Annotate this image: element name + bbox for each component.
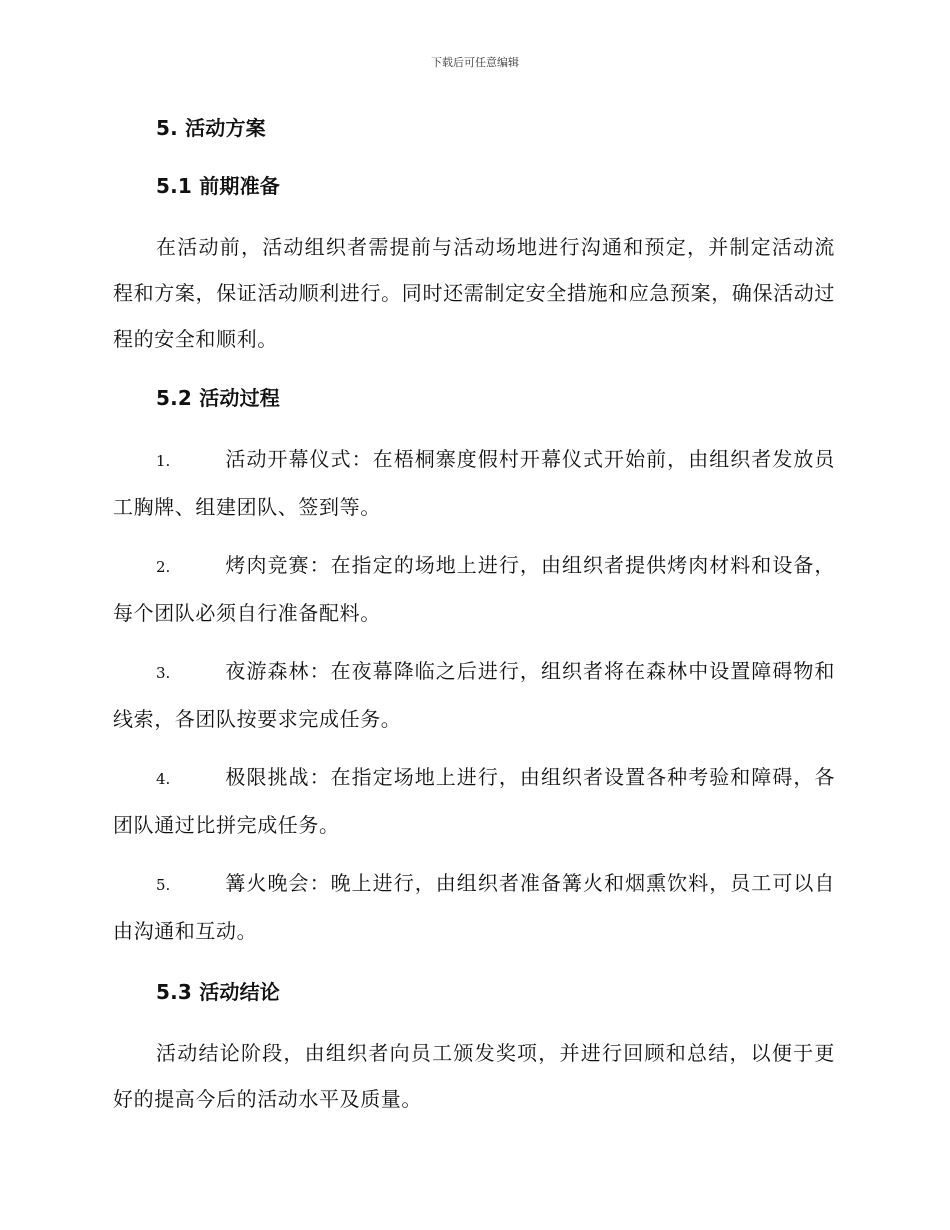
list-item <box>113 542 835 636</box>
list-item-text: 篝火晚会：晚上进行，由组织者准备篝火和烟熏饮料，员工可以自由沟通和互动。 <box>113 871 835 943</box>
subsection-title-prep: 5.1 前期准备 <box>156 174 280 198</box>
list-item <box>113 860 835 954</box>
paragraph-conclusion: 活动结论阶段，由组织者向员工颁发奖项，并进行回顾和总结，以便于更好的提高今后的活动水平及质量。 <box>113 1041 835 1111</box>
section-title: 5. 活动方案 <box>156 116 266 140</box>
list-item-number: 5. <box>156 876 171 894</box>
list-item-text: 活动开幕仪式：在梧桐寨度假村开幕仪式开始前，由组织者发放员工胸牌、组建团队、签到等。 <box>113 447 835 519</box>
page-header-note: 下载后可任意编辑 <box>431 56 519 69</box>
subsection-title-conclusion: 5.3 活动结论 <box>156 980 280 1004</box>
list-item-text: 极限挑战：在指定场地上进行，由组织者设置各种考验和障碍，各团队通过比拼完成任务。 <box>113 765 835 837</box>
list-item-number: 3. <box>156 664 171 682</box>
list-item-number: 2. <box>156 558 171 576</box>
list-item-number: 4. <box>156 770 171 788</box>
list-item <box>113 648 835 742</box>
document-body <box>113 110 835 1122</box>
paragraph-prep: 在活动前，活动组织者需提前与活动场地进行沟通和预定，并制定活动流程和方案，保证活动顺利进行。同时还需制定安全措施和应急预案，确保活动过程的安全和顺利。 <box>113 235 835 351</box>
list-item <box>113 436 835 530</box>
list-item <box>113 754 835 848</box>
list-item-number: 1. <box>156 452 171 470</box>
subsection-title-process: 5.2 活动过程 <box>156 386 280 410</box>
list-item-text: 烤肉竞赛：在指定的场地上进行，由组织者提供烤肉材料和设备，每个团队必须自行准备配料。 <box>113 553 835 625</box>
list-item-text: 夜游森林：在夜幕降临之后进行，组织者将在森林中设置障碍物和线索，各团队按要求完成任务。 <box>113 659 835 731</box>
